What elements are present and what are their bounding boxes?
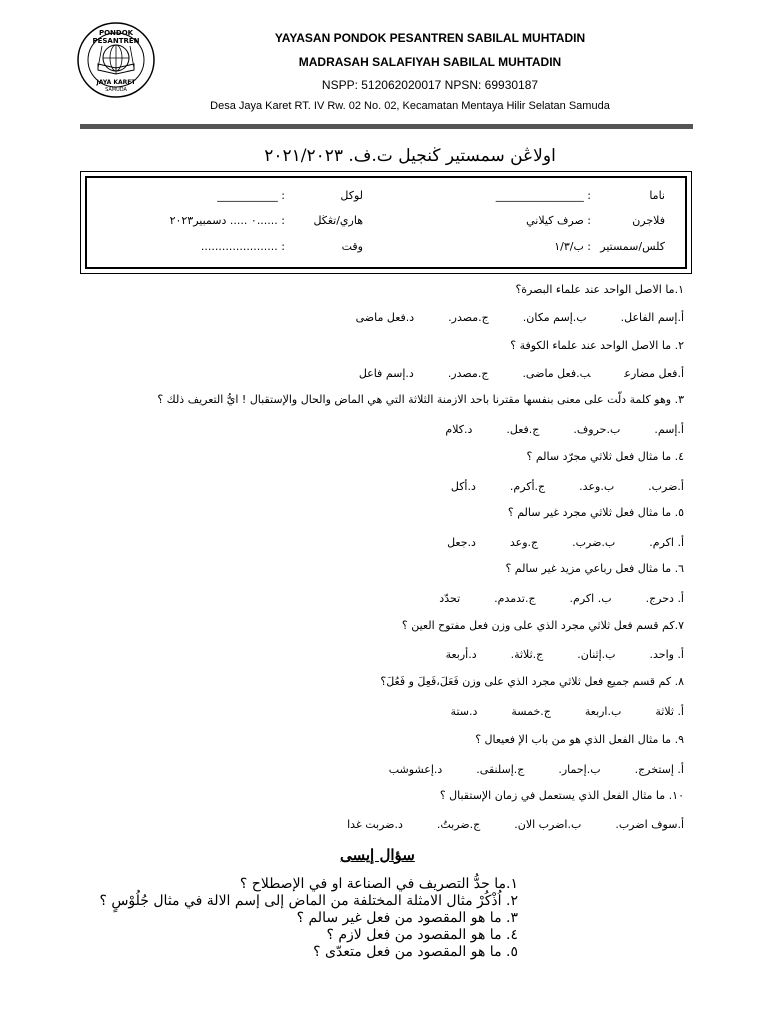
question-5: ٥. ما مثال فعل ثلاثي مجرد غير سالم ؟ (507, 506, 684, 519)
option: د.أربعة (445, 648, 477, 661)
option: ب.وعد. (579, 480, 615, 493)
option: ج.إسلنقى. (476, 763, 525, 776)
question-5-options (413, 536, 684, 549)
number-value: : ___________ (217, 189, 285, 202)
option: ب.إسم مكان. (522, 311, 587, 324)
option: د.إعشوشب (388, 763, 443, 776)
option: ب.اربعة (584, 705, 622, 718)
option: ب.إحمار. (558, 763, 601, 776)
name-value: : ________________ (495, 189, 591, 202)
essay-question-1: ١.ما حدُّ التصريف في الصناعة او في الإصطلاح ؟ (239, 876, 518, 892)
option: د.أكل (450, 480, 476, 493)
name-label: ناما (649, 189, 665, 202)
option: ج.مصدر. (448, 311, 489, 324)
question-6: ٦. ما مثال فعل رباعي مزيد غير سالم ؟ (505, 562, 684, 575)
option: د.ضربت غدا (347, 818, 403, 831)
option: ج.تدمدم. (494, 592, 536, 605)
option: د.جعل (447, 536, 476, 549)
class-label: كلس/سمستير (600, 240, 665, 253)
madrasah-name: MADRASAH SALAFIYAH SABILAL MUHTADIN (298, 55, 562, 69)
option: ج.أكرم. (509, 480, 546, 493)
subject-label: فلاجرن (632, 214, 665, 227)
time-label: وقت (341, 240, 363, 253)
option: ب.حروف. (573, 423, 621, 436)
option: ج.وعد (509, 536, 539, 549)
question-2-options (325, 367, 684, 380)
option: أ.فعل مضارع (624, 367, 684, 380)
number-label: لوكل (340, 189, 363, 202)
question-2: ٢. ما الاصل الواحد عند علماء الكوفة ؟ (510, 339, 684, 352)
option: د.إسم فاعل (358, 367, 414, 380)
question-9-options (355, 763, 684, 776)
foundation-name: YAYASAN PONDOK PESANTREN SABILAL MUHTADIN (274, 31, 586, 45)
essay-question-2: ٢. اُذْكُرْ مثال الامثلة المختلفة من الماض إلى إسم الالة في مثال جُلُوْسٍ ؟ (99, 893, 518, 909)
question-9: ٩. ما مثال الفعل الذي هو من باب الإ فعيعال ؟ (475, 733, 684, 746)
option: أ.إسم. (654, 423, 684, 436)
question-1-options (322, 311, 684, 324)
option: ب.ضرب. (572, 536, 616, 549)
exam-title: اولاڠن سمستير ڬنجيل ت.ف. ٢٠٢١/٢٠٢٣ (264, 146, 556, 166)
question-4: ٤. ما مثال فعل ثلاثي مجرّد سالم ؟ (526, 450, 684, 463)
option: أ.ضرب. (648, 480, 684, 493)
option: أ. اكرم. (649, 536, 684, 549)
option: ب.اضرب الان. (514, 818, 582, 831)
question-7: ٧.كم قسم فعل ثلاثي مجرد الذي على وزن فعل مفتوح العين ؟ (401, 619, 684, 632)
school-logo (76, 20, 156, 100)
question-7-options (412, 648, 684, 661)
option: د.فعل ماضى (355, 311, 415, 324)
essay-question-5: ٥. ما هو المقصود من فعل متعدّى ؟ (313, 944, 518, 960)
option: ب.فعل ماضى. (522, 367, 591, 380)
logo-text-top: PONDOK PESANTREN (92, 29, 140, 45)
option: ج.مصدر. (447, 367, 489, 380)
question-10: ١٠. ما مثال الفعل الذي يستعمل في زمان الإستقبال ؟ (439, 789, 684, 802)
question-3: ٣. وهو كلمة دلّت على معنى بنفسها مقترنا باحد الازمنة الثلاثة التي هي الماض والحال والإستقبال ! ايُّ التعريف ذلك ؟ (157, 393, 684, 406)
question-8: ٨. كم قسم جميع فعل ثلاثي مجرد الذي على وزن فَعَلَ،فَعِلَ و فَعُلَ؟ (380, 675, 684, 688)
subject-value: : صرف كيلاني (526, 214, 591, 227)
option: ج.فعل. (506, 423, 540, 436)
option: د.كلام (445, 423, 473, 436)
essay-question-3: ٣. ما هو المقصود من فعل غير سالم ؟ (296, 910, 518, 926)
question-1: ١.ما الاصل الواحد عند علماء البصرة؟ (515, 283, 684, 296)
class-value: : ب/١/٣ (554, 240, 591, 253)
question-10-options (313, 818, 684, 831)
option: أ. دحرج. (645, 592, 684, 605)
option: تحدّد (439, 592, 461, 605)
time-value: : ...................... (200, 240, 285, 253)
question-6-options (405, 592, 684, 605)
essay-section-title: سؤال إيسى (340, 846, 415, 864)
option: أ. ثلاثة (655, 705, 684, 718)
question-8-options (417, 705, 684, 718)
logo-text-bottom2: SAMUDA (105, 87, 127, 93)
option: أ. واحد. (649, 648, 684, 661)
option: أ.سوف اضرب. (615, 818, 684, 831)
option: أ.إسم الفاعل. (620, 311, 684, 324)
registration-numbers: NSPP: 512062020017 NPSN: 69930187 (321, 78, 539, 92)
essay-question-4: ٤. ما هو المقصود من فعل لازم ؟ (326, 927, 518, 943)
question-4-options (417, 480, 684, 493)
option: ب.إثنان. (577, 648, 616, 661)
header-divider (80, 124, 693, 129)
option: د.ستة (450, 705, 478, 718)
school-address: Desa Jaya Karet RT. IV Rw. 02 No. 02, Kecamatan Mentaya Hilir Selatan Samuda (210, 100, 610, 112)
option: ج.خمسة (511, 705, 551, 718)
logo-text-bottom: JAYA KARET (96, 79, 136, 86)
option: ب. اكرم. (569, 592, 612, 605)
option: ج.ثلاثة. (510, 648, 544, 661)
option: أ. إستخرج. (634, 763, 684, 776)
question-3-options (411, 423, 684, 436)
date-label: هاري/تڠڬل (313, 214, 363, 227)
option: ج.ضربتُ. (436, 818, 481, 831)
date-value: : ......٠ ..... دسمبير٢٠٢٣ (169, 214, 285, 227)
